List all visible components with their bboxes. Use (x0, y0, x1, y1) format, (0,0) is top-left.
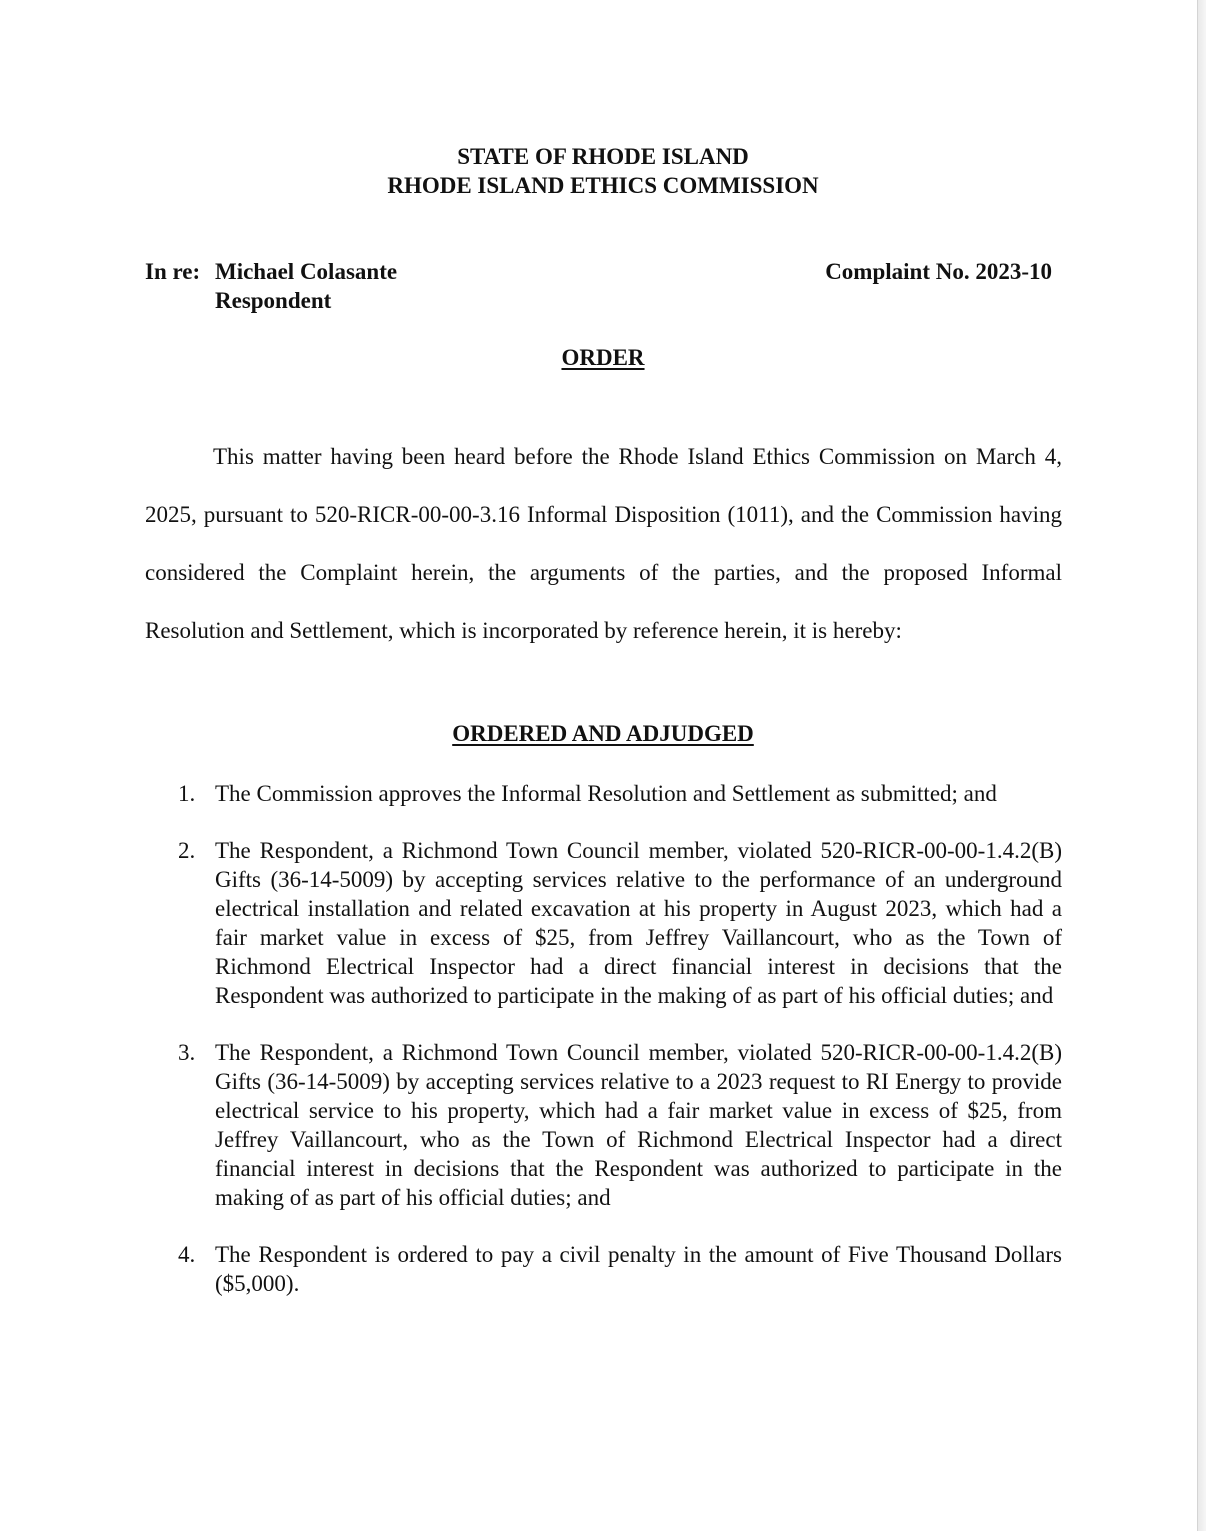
commission-heading: RHODE ISLAND ETHICS COMMISSION (387, 173, 819, 198)
page-edge (1197, 0, 1206, 1531)
item-number: 1. (178, 781, 196, 806)
item-text: The Respondent, a Richmond Town Council member, violated 520-RICR-00-00-1.4.2(B) Gifts (36-14-5009) by accepting services relative to a 2023 request to RI Energy to provide electrical service to his property, which had a fair market value in excess of $25, from Jeffrey Vaillancourt, who as the Town of Richmond Electrical Inspector had a direct financial interest in decisions that the Respondent was authorized to participate in the making of as part of his official duties; and (215, 1040, 1062, 1210)
respondent-name: Michael Colasante (215, 259, 398, 284)
in-re-label: In re: (145, 259, 201, 284)
order-body-paragraph: This matter having been heard before the Rhode Island Ethics Commission on March 4, 2025, pursuant to 520-RICR-00-00-3.16 Informal Disposition (1011), and the Commission having considered the Complaint herein, the arguments of the parties, and the proposed Informal Resolution and Settlement, which is incorporated by reference herein, it is hereby: (145, 444, 1062, 643)
order-title: ORDER (561, 345, 645, 370)
item-number: 4. (178, 1242, 196, 1267)
state-heading: STATE OF RHODE ISLAND (457, 144, 749, 169)
case-caption (145, 257, 397, 315)
order-item (178, 1240, 1062, 1298)
order-item (178, 836, 1062, 1010)
order-items-list (178, 779, 1062, 1298)
item-number: 2. (178, 838, 196, 863)
order-item (178, 779, 1062, 808)
item-text: The Commission approves the Informal Resolution and Settlement as submitted; and (215, 781, 997, 806)
order-item (178, 1038, 1062, 1212)
complaint-number: Complaint No. 2023-10 (825, 259, 1052, 284)
item-text: The Respondent, a Richmond Town Council member, violated 520-RICR-00-00-1.4.2(B) Gifts (36-14-5009) by accepting services relative to the performance of an underground electrical installation and related excavation at his property in August 2023, which had a fair market value in excess of $25, from Jeffrey Vaillancourt, who as the Town of Richmond Electrical Inspector had a direct financial interest in decisions that the Respondent was authorized to participate in the making of as part of his official duties; and (215, 838, 1062, 1008)
respondent-role: Respondent (215, 288, 332, 313)
ordered-adjudged-title: ORDERED AND ADJUDGED (452, 721, 754, 746)
item-number: 3. (178, 1040, 196, 1065)
item-text: The Respondent is ordered to pay a civil penalty in the amount of Five Thousand Dollars ($5,000). (215, 1242, 1062, 1296)
